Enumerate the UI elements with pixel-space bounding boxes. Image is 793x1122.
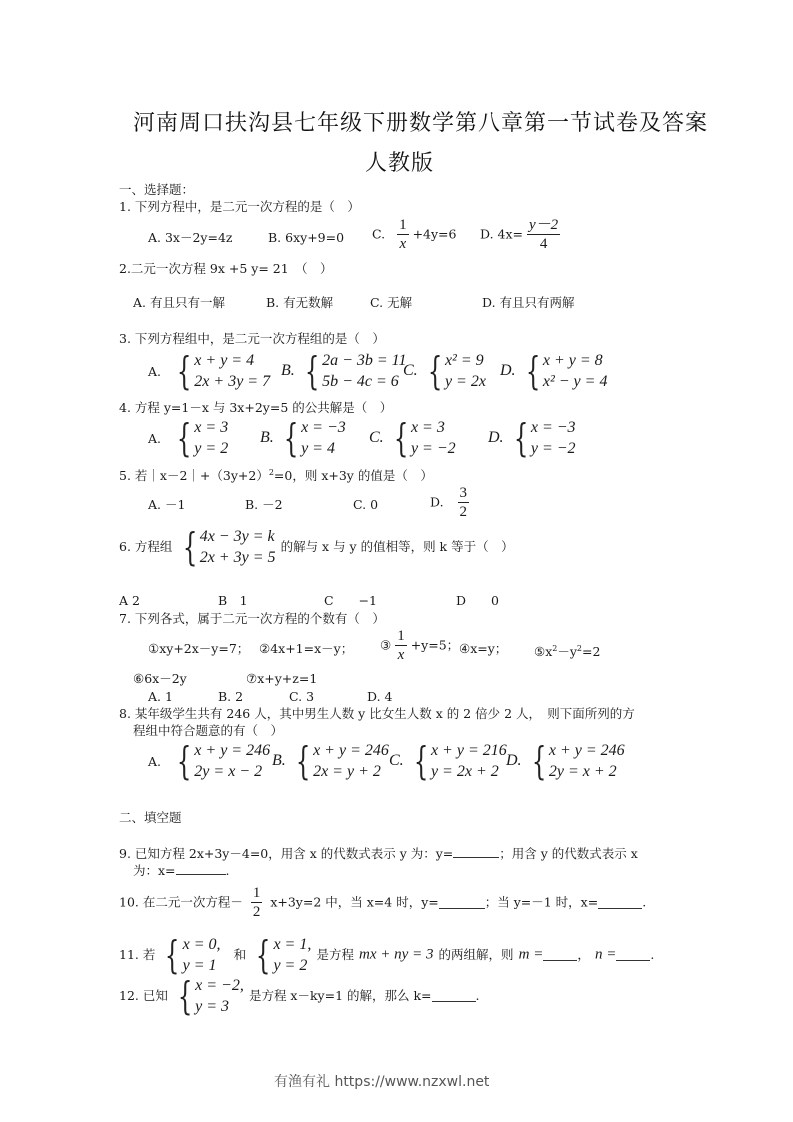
option-label: B. (272, 752, 286, 769)
q1-option-b: B. 6xy+9=0 (268, 230, 345, 245)
equation-system (521, 350, 608, 392)
answer-blank-y[interactable] (439, 897, 485, 909)
stem-part: . (642, 894, 647, 910)
option-label: A. (148, 753, 162, 769)
q5-stem (119, 465, 433, 484)
q12 (119, 975, 480, 1017)
equation: 5b − 4c = 6 (322, 373, 399, 390)
equation: x + y = 246 (548, 742, 625, 759)
brace-icon: { (182, 525, 197, 569)
numerator: 1 (397, 628, 405, 644)
option-label: D. (500, 362, 516, 379)
brace-icon: { (304, 349, 320, 393)
q4-option-d (488, 417, 576, 459)
equation: x + y = 8 (542, 352, 603, 369)
equation: x² − y = 4 (542, 373, 608, 390)
equation: x + y = 246 (313, 742, 389, 759)
stem-part: . (475, 988, 480, 1003)
option-label: D. (506, 752, 522, 769)
q6-stem (119, 526, 514, 568)
equation: x = 3 (194, 419, 229, 436)
option-label: B. (260, 429, 274, 446)
numerator: 1 (399, 217, 407, 233)
answer-blank-n[interactable] (616, 949, 650, 961)
q4-option-c (369, 417, 456, 459)
item-part: －y (557, 644, 577, 660)
option-rest: +4y=6 (412, 226, 457, 242)
answer-blank-k[interactable] (432, 990, 476, 1002)
brace-icon: { (295, 739, 311, 783)
stem-part: =0，则 x+3y 的值是（ ） (273, 468, 433, 484)
equation-system (509, 417, 576, 459)
brace-icon: { (413, 739, 429, 783)
stem-part: 的解与 x 与 y 的值相等，则 k 等于（ ） (280, 539, 514, 554)
stem-part: 9. 已知方程 2x+3y－4=0，用含 x 的代数式表示 y 为：y= (119, 846, 454, 861)
equation-system (173, 975, 244, 1017)
fraction (251, 884, 263, 921)
equation: 2x + 3y = 5 (199, 549, 276, 566)
option-label: A. (148, 430, 162, 446)
q7-item-1: ①xy+2x－y=7； (148, 641, 250, 656)
q5-option-b: B. －2 (245, 497, 283, 512)
brace-icon: { (525, 349, 541, 393)
equation-system (279, 417, 346, 459)
footer-watermark: 有渔有礼 https://www.nzxwl.net (274, 1074, 490, 1090)
q6-option-a: A 2 (119, 593, 140, 608)
fraction (397, 216, 409, 253)
option-label: B. (281, 362, 295, 379)
var-m: m = (518, 946, 544, 963)
q7-item-4: ④x=y； (459, 641, 508, 656)
option-label: C. (369, 429, 384, 446)
q9-line1 (119, 846, 638, 862)
q11 (119, 934, 654, 976)
brace-icon: { (176, 416, 192, 460)
q1-option-c (372, 216, 456, 253)
q5-option-d (430, 484, 469, 521)
stem-part: 是方程 (316, 947, 354, 962)
option-label: D. (430, 494, 444, 510)
numerator: y－2 (528, 217, 559, 233)
option-label: D. (488, 429, 504, 446)
q7-stem: 7. 下列各式，属于二元一次方程的个数有（ ） (119, 611, 385, 626)
brace-icon: { (165, 933, 180, 977)
q10 (119, 884, 646, 921)
fraction (395, 627, 407, 664)
item-part: =2 (582, 644, 601, 660)
q7-item-2: ②4x+1=x－y； (259, 641, 354, 656)
equation: x = −3 (530, 419, 576, 436)
item-part: ⑤x (534, 644, 553, 660)
brace-icon: { (256, 933, 271, 977)
q8-option-b (272, 740, 389, 782)
item-label: ③ (380, 637, 392, 653)
q1-stem: 1. 下列方程中，是二元一次方程的是（ ） (119, 199, 360, 214)
equation: x = 3 (410, 419, 445, 436)
equation: x = −3 (301, 419, 346, 436)
q4-option-b (260, 417, 346, 459)
equation: x² = 9 (444, 352, 484, 369)
q7-option-b: B. 2 (218, 689, 244, 704)
answer-blank-y[interactable] (453, 846, 499, 858)
q5-option-a: A. －1 (148, 497, 186, 512)
equation: 4x − 3y = k (199, 528, 275, 545)
equation-system (423, 350, 486, 392)
q1-option-d (480, 216, 560, 253)
q3-option-d (500, 350, 607, 392)
equation: x + y = 246 (194, 742, 271, 759)
stem-part: ；用含 y 的代数式表示 x (499, 846, 638, 861)
equation: y = 2 (194, 440, 229, 457)
q2-option-b: B. 有无数解 (266, 295, 334, 310)
equation: 2a − 3b = 11 (322, 352, 407, 369)
option-label: A. (148, 363, 162, 379)
brace-icon: { (176, 739, 192, 783)
equation-system (172, 740, 270, 782)
equation-system (291, 740, 389, 782)
stem-part: 5. 若｜x－2｜+（3y+2） (119, 468, 269, 484)
var-n: n = (594, 946, 617, 963)
q4-stem: 4. 方程 y=1－x 与 3x+2y=5 的公共解是（ ） (119, 400, 393, 415)
q2-option-d: D. 有且只有两解 (482, 295, 575, 310)
q8-option-d (506, 740, 625, 782)
fraction (527, 216, 560, 253)
denominator: x (399, 236, 407, 252)
equation: y = 2 (273, 957, 308, 974)
stem-part: 是方程 x－ky=1 的解，那么 k= (248, 988, 432, 1003)
equation: y = 1 (182, 957, 217, 974)
stem-part: 6. 方程组 (119, 539, 173, 554)
q8-stem-line1: 8. 某年级学生共有 246 人，其中男生人数 y 比女生人数 x 的 2 倍少 2 人， 则下面所列的方 (119, 706, 635, 721)
stem-part: 12. 已知 (119, 988, 168, 1003)
q7-item-5: $⑤x^2-y^2=2$ (534, 644, 601, 660)
fraction (458, 484, 470, 521)
denominator: 2 (459, 504, 468, 520)
equation: y = 3 (195, 998, 230, 1015)
q5-option-c: C. 0 (353, 497, 379, 512)
q9-line2 (133, 863, 230, 879)
brace-icon: { (531, 739, 547, 783)
equation: y = 2x (444, 373, 486, 390)
item-rest: +y=5； (410, 637, 460, 653)
equation: 2x = y + 2 (313, 763, 381, 780)
equation: x = 1, (273, 936, 312, 953)
equation-system (172, 350, 270, 392)
brace-icon: { (427, 349, 443, 393)
q8-stem-line2: 程组中符合题意的有（ ） (133, 723, 284, 738)
q7-option-c: C. 3 (289, 689, 315, 704)
option-label: C. (403, 362, 418, 379)
equation-system (160, 934, 220, 976)
equation-system (251, 934, 311, 976)
equation-system (178, 526, 276, 568)
q7-option-d: D. 4 (367, 689, 393, 704)
equation-system (172, 417, 228, 459)
stem-part: 11. 若 (119, 947, 156, 962)
equation: 2x + 3y = 7 (194, 373, 271, 390)
equation: x = 0, (182, 936, 221, 953)
stem-part: 的两组解，则 (438, 947, 514, 962)
equation-system (389, 417, 456, 459)
equation: 2y = x − 2 (194, 763, 263, 780)
numerator: 3 (459, 485, 468, 501)
equation-system (300, 350, 407, 392)
section-heading-fill: 二、填空题 (119, 810, 182, 825)
stem-part: x+3y=2 中，当 x=4 时，y= (270, 894, 439, 910)
q2-option-c: C. 无解 (370, 295, 413, 310)
q4-option-a (148, 417, 228, 459)
numerator: 1 (252, 885, 261, 901)
equation-system (527, 740, 625, 782)
brace-icon: { (513, 416, 529, 460)
option-label: C. (372, 226, 386, 242)
stem-part: . (225, 863, 230, 878)
stem-part: 10. 在二元一次方程－ (119, 894, 243, 910)
q3-option-a (148, 350, 270, 392)
equation: mx + ny = 3 (359, 946, 434, 963)
q2-option-a: A. 有且只有一解 (133, 295, 225, 310)
brace-icon: { (393, 416, 409, 460)
q1-option-a: A. 3x－2y=4z (148, 230, 233, 245)
denominator: 4 (539, 236, 548, 252)
q3-option-c (403, 350, 486, 392)
equation: y = 4 (301, 440, 335, 457)
option-label: D. 4x= (480, 226, 523, 242)
q6-option-d: D 0 (456, 593, 499, 608)
denominator: 2 (252, 904, 261, 920)
q7-item-7: ⑦x+y+z=1 (246, 671, 318, 686)
brace-icon: { (177, 974, 193, 1018)
q2-stem: 2.二元一次方程 9x +5 y= 21 （ ） (119, 261, 333, 276)
equation: y = 2x + 2 (430, 763, 499, 780)
equation-system (409, 740, 507, 782)
option-label: C. (389, 752, 404, 769)
answer-blank-x[interactable] (176, 863, 226, 875)
answer-blank-x[interactable] (598, 897, 642, 909)
brace-icon: { (283, 416, 299, 460)
answer-blank-m[interactable] (543, 949, 577, 961)
document-subtitle: 人教版 (365, 151, 435, 176)
q6-option-b: B 1 (218, 593, 248, 608)
q7-item-3 (380, 627, 459, 664)
stem-part: 和 (233, 947, 247, 962)
q8-option-c (389, 740, 507, 782)
q7-item-6: ⑥6x－2y (133, 671, 187, 686)
superscript: 2 (268, 468, 274, 477)
equation: x + y = 4 (194, 352, 255, 369)
equation: 2y = x + 2 (548, 763, 617, 780)
stem-part: 为：x= (133, 863, 176, 878)
equation: x = −2, (195, 977, 244, 994)
equation: y = −2 (530, 440, 576, 457)
document-title: 河南周口扶沟县七年级下册数学第八章第一节试卷及答案 (133, 111, 709, 136)
q6-option-c: C −1 (324, 593, 377, 608)
equation: x + y = 216 (430, 742, 507, 759)
section-heading-choice: 一、选择题： (119, 182, 195, 197)
stem-part: . (650, 947, 655, 962)
stem-part: ；当 y=－1 时，x= (484, 894, 599, 910)
q3-option-b (281, 350, 406, 392)
q3-stem: 3. 下列方程组中，是二元一次方程组的是（ ） (119, 331, 385, 346)
q8-option-a (148, 740, 270, 782)
stem-part: ， (577, 947, 590, 962)
q7-option-a: A. 1 (148, 689, 173, 704)
equation: y = −2 (410, 440, 456, 457)
denominator: x (397, 647, 405, 663)
brace-icon: { (176, 349, 192, 393)
